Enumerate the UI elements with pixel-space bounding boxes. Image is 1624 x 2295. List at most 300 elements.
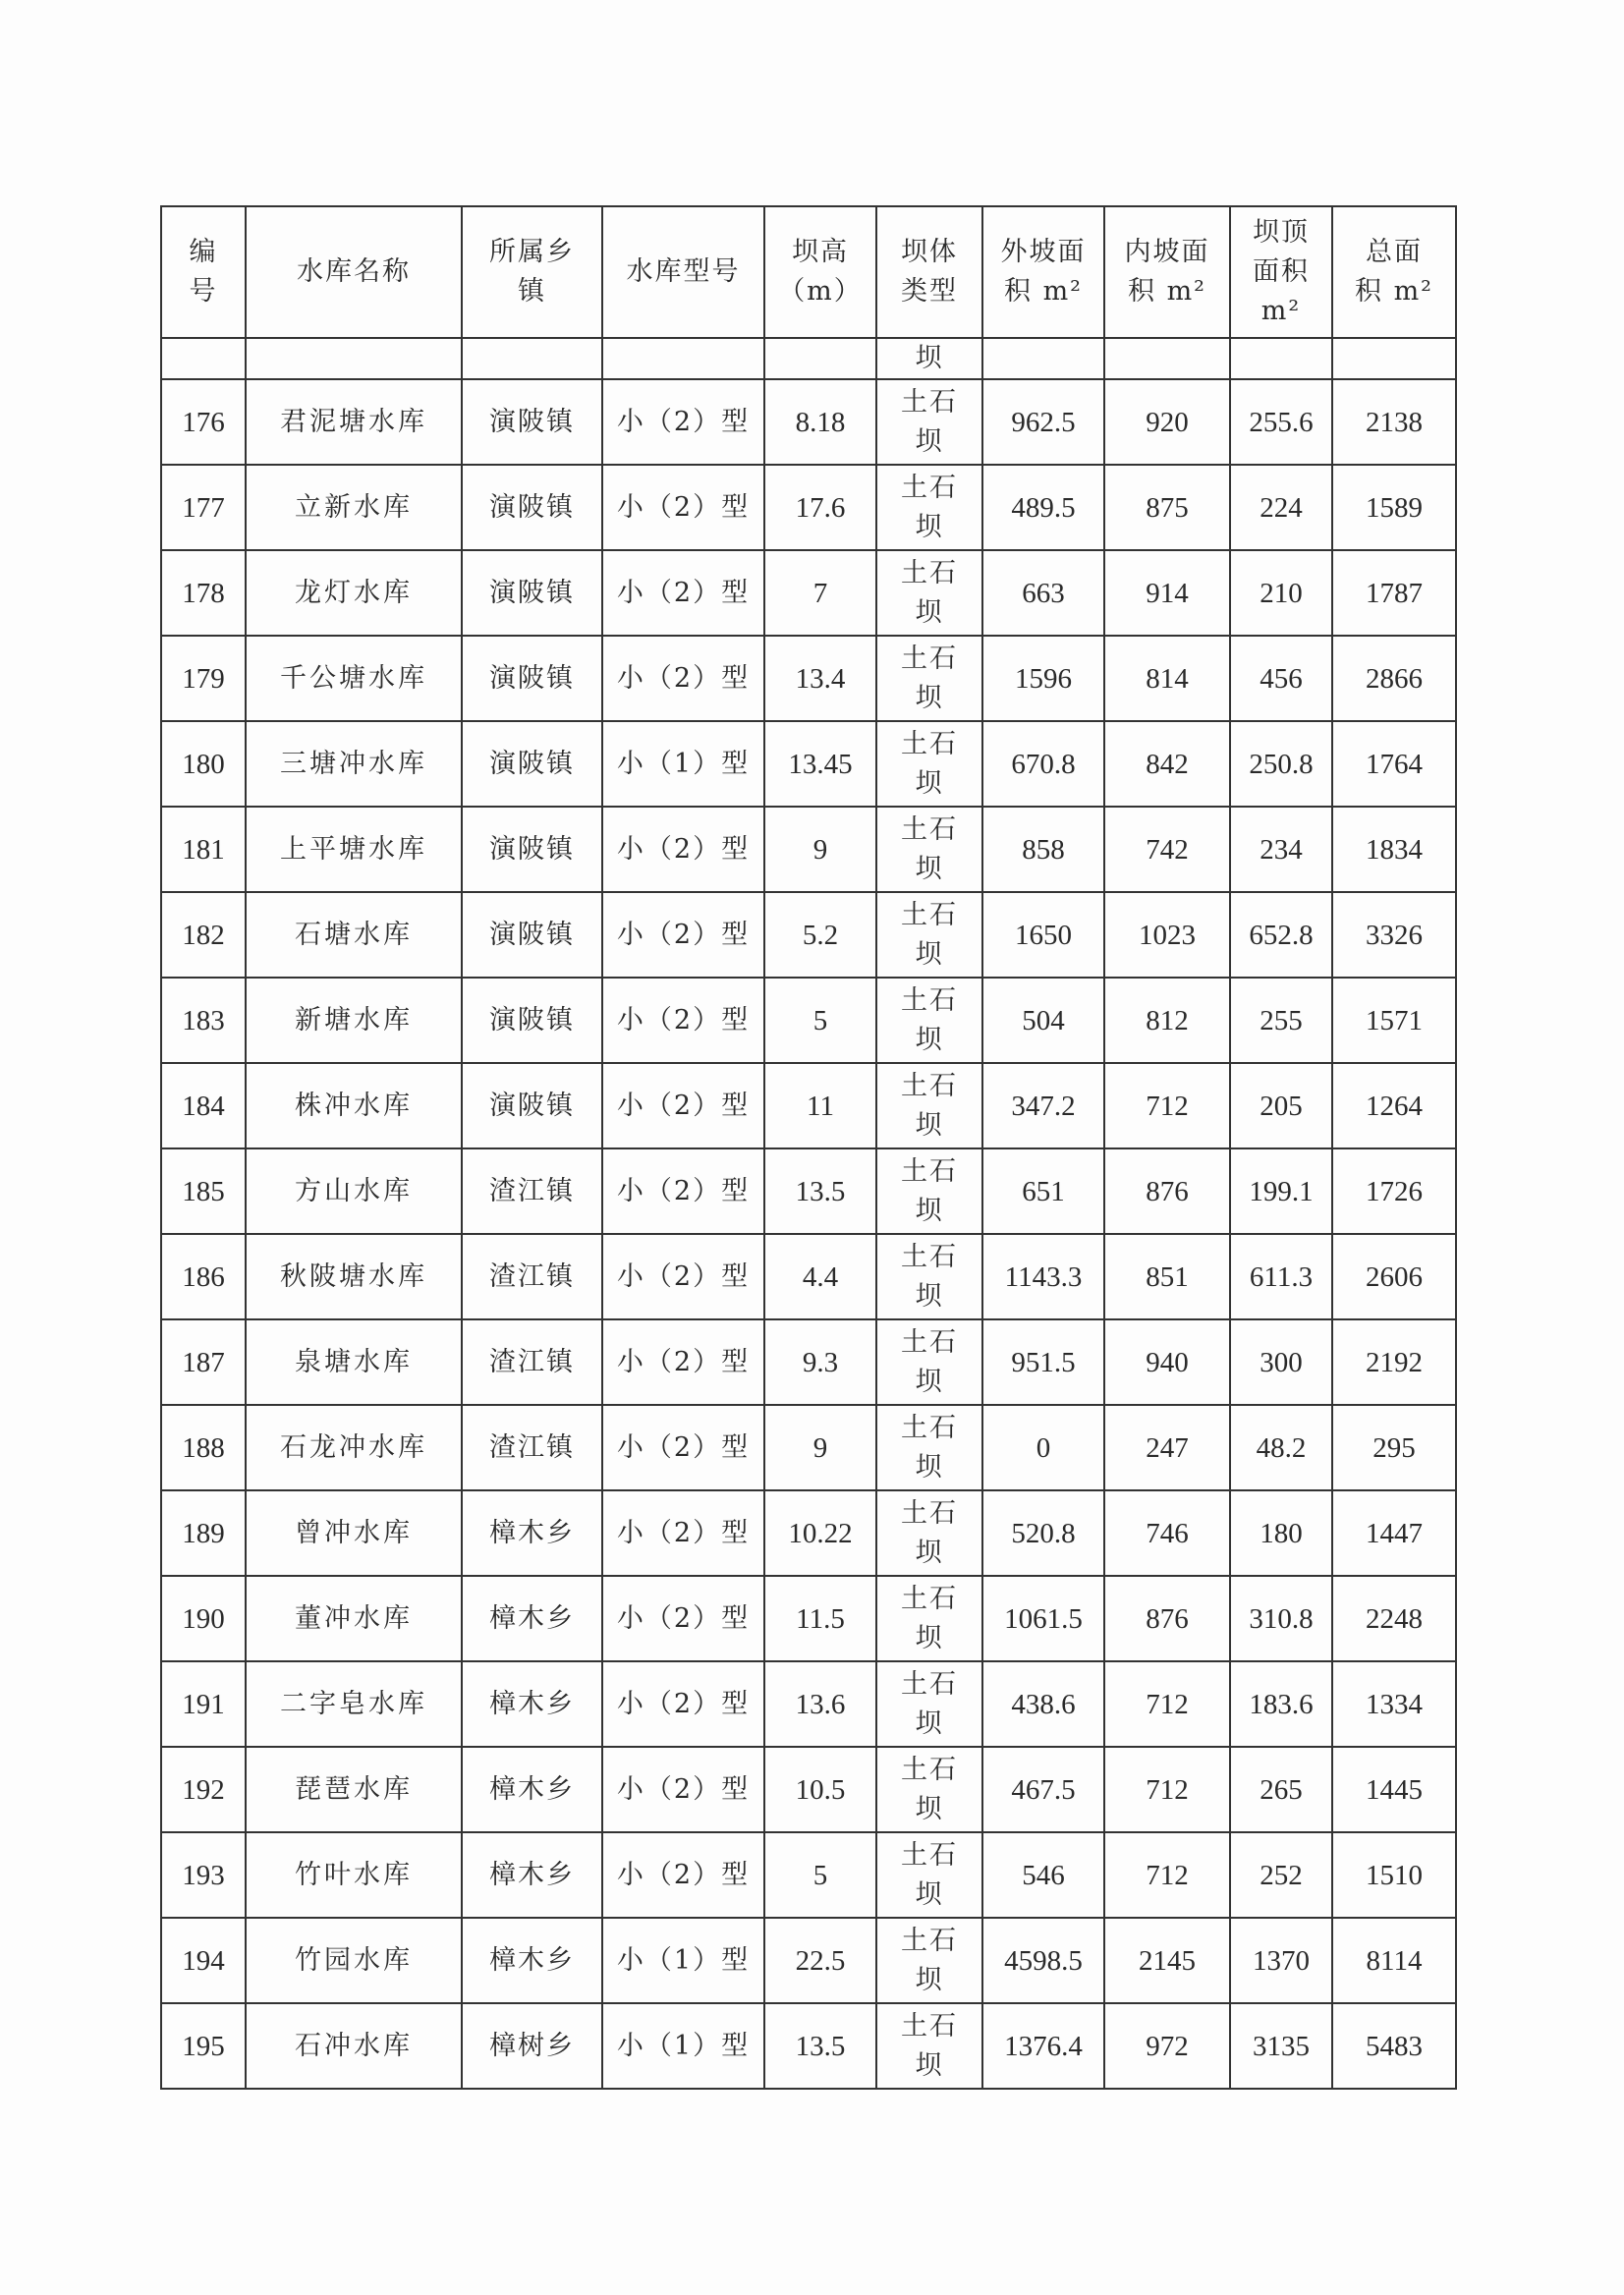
cell-dam-height: 7 [764,550,876,636]
cell-dam-type-line: 坝 [915,1878,944,1910]
cell-reservoir-name: 千公塘水库 [246,636,462,721]
cell-id: 177 [161,465,246,550]
cell-reservoir-type: 小（2）型 [602,892,764,978]
cell-outer-area: 858 [982,807,1104,892]
cell-total-area: 1787 [1332,550,1456,636]
cell-reservoir-type: 小（2）型 [602,1832,764,1918]
cell-dam-type [876,2003,982,2089]
cell-id: 190 [161,1576,246,1661]
header-height-line: （m） [778,276,863,307]
cell-town: 樟木乡 [462,1490,602,1576]
cell-inner-area: 876 [1104,1148,1230,1234]
cell-dam-type-line: 土石 [901,1326,958,1358]
cell-top-area: 1370 [1230,1918,1332,2003]
cell-town: 樟木乡 [462,1576,602,1661]
cell-dam-height: 4.4 [764,1234,876,1319]
cell-reservoir-name: 上平塘水库 [246,807,462,892]
cell-reservoir-type: 小（2）型 [602,1063,764,1148]
cell-inner-area: 247 [1104,1405,1230,1490]
cell-id: 195 [161,2003,246,2089]
cell-outer-area: 467.5 [982,1747,1104,1832]
header-total-area-line: 总面 [1366,237,1423,267]
cell-top-area: 3135 [1230,2003,1332,2089]
cell-outer-area: 651 [982,1148,1104,1234]
cell-dam-type-line: 坝 [915,1964,944,1995]
cell-dam-type-line: 土石 [901,1839,958,1871]
cell-id: 188 [161,1405,246,1490]
cell-reservoir-type: 小（2）型 [602,1405,764,1490]
cell-dam-type [876,636,982,721]
cell-id: 182 [161,892,246,978]
cell-reservoir-type: 小（2）型 [602,1319,764,1405]
cell-dam-height: 5.2 [764,892,876,978]
cell-top-area: 180 [1230,1490,1332,1576]
cell-total-area: 3326 [1332,892,1456,978]
table-row [161,379,1456,465]
cell-inner-area: 712 [1104,1832,1230,1918]
cell-reservoir-type: 小（2）型 [602,978,764,1063]
header-id-line: 号 [189,276,218,307]
cell-dam-type [876,807,982,892]
cell-top-area: 250.8 [1230,721,1332,807]
cell-inner-area: 814 [1104,636,1230,721]
cell-reservoir-name: 秋陂塘水库 [246,1234,462,1319]
cell-inner-area: 940 [1104,1319,1230,1405]
cell-inner-area: 742 [1104,807,1230,892]
continuation-cell [1104,338,1230,379]
continuation-cell [764,338,876,379]
cell-reservoir-name: 竹园水库 [246,1918,462,2003]
cell-outer-area: 1596 [982,636,1104,721]
cell-dam-height: 22.5 [764,1918,876,2003]
cell-reservoir-type: 小（1）型 [602,721,764,807]
continuation-cell [982,338,1104,379]
cell-id: 184 [161,1063,246,1148]
cell-dam-type-line: 土石 [901,1583,958,1614]
cell-reservoir-name: 石龙冲水库 [246,1405,462,1490]
cell-reservoir-type: 小（2）型 [602,1747,764,1832]
table-row [161,892,1456,978]
cell-outer-area: 1061.5 [982,1576,1104,1661]
cell-id: 193 [161,1832,246,1918]
header-height-line: 坝高 [792,237,849,267]
cell-total-area: 295 [1332,1405,1456,1490]
cell-dam-type-line: 坝 [915,1537,944,1568]
cell-dam-type-line: 土石 [901,386,958,418]
cell-town: 演陂镇 [462,465,602,550]
cell-reservoir-type: 小（2）型 [602,807,764,892]
table-header-row [161,206,1456,338]
reservoir-table [160,205,1457,2090]
cell-town: 樟树乡 [462,2003,602,2089]
table-row [161,1661,1456,1747]
cell-dam-type [876,379,982,465]
cell-outer-area: 670.8 [982,721,1104,807]
header-top-area-line: 坝顶 [1253,217,1310,248]
cell-dam-height: 13.4 [764,636,876,721]
header-id [161,206,246,338]
cell-dam-type [876,1747,982,1832]
cell-dam-height: 11.5 [764,1576,876,1661]
cell-town: 樟木乡 [462,1747,602,1832]
cell-dam-height: 8.18 [764,379,876,465]
table-row [161,1405,1456,1490]
cell-top-area: 265 [1230,1747,1332,1832]
cell-town: 演陂镇 [462,978,602,1063]
header-inner-area-line: 内坡面 [1124,237,1210,267]
cell-town: 樟木乡 [462,1661,602,1747]
cell-total-area: 2606 [1332,1234,1456,1319]
cell-inner-area: 812 [1104,978,1230,1063]
cell-id: 180 [161,721,246,807]
cell-town: 演陂镇 [462,807,602,892]
table-row [161,1319,1456,1405]
cell-inner-area: 746 [1104,1490,1230,1576]
continuation-cell [462,338,602,379]
cell-dam-height: 13.5 [764,1148,876,1234]
cell-dam-type-line: 坝 [915,1024,944,1055]
cell-top-area: 48.2 [1230,1405,1332,1490]
table-row [161,465,1456,550]
header-inner-area-line: 积 m² [1127,276,1206,307]
cell-total-area: 1334 [1332,1661,1456,1747]
cell-outer-area: 4598.5 [982,1918,1104,2003]
table-row [161,1918,1456,2003]
cell-total-area: 5483 [1332,2003,1456,2089]
cell-dam-type [876,1661,982,1747]
cell-id: 181 [161,807,246,892]
header-top-area-line: m² [1260,296,1302,326]
cell-reservoir-name: 泉塘水库 [246,1319,462,1405]
cell-reservoir-type: 小（1）型 [602,2003,764,2089]
cell-dam-type [876,1576,982,1661]
cell-dam-type-line: 坝 [915,1366,944,1397]
cell-dam-type [876,1918,982,2003]
cell-reservoir-name: 竹叶水库 [246,1832,462,1918]
cell-inner-area: 712 [1104,1747,1230,1832]
cell-dam-type [876,892,982,978]
cell-reservoir-type: 小（2）型 [602,465,764,550]
table-row [161,1490,1456,1576]
header-name: 水库名称 [246,206,462,338]
cell-reservoir-type: 小（1）型 [602,1918,764,2003]
cell-dam-type [876,1490,982,1576]
cell-dam-type-line: 土石 [901,557,958,588]
cell-top-area: 456 [1230,636,1332,721]
cell-total-area: 2248 [1332,1576,1456,1661]
cell-reservoir-name: 二字皂水库 [246,1661,462,1747]
cell-outer-area: 504 [982,978,1104,1063]
cell-outer-area: 951.5 [982,1319,1104,1405]
cell-reservoir-name: 曾冲水库 [246,1490,462,1576]
cell-total-area: 1445 [1332,1747,1456,1832]
cell-outer-area: 438.6 [982,1661,1104,1747]
cell-dam-type [876,1319,982,1405]
header-height [764,206,876,338]
cell-dam-height: 13.5 [764,2003,876,2089]
header-dam-type [876,206,982,338]
cell-dam-type [876,1148,982,1234]
cell-top-area: 255.6 [1230,379,1332,465]
cell-dam-type-line: 坝 [915,1109,944,1141]
cell-town: 演陂镇 [462,721,602,807]
cell-dam-type-line: 土石 [901,813,958,845]
cell-dam-type-line: 土石 [901,1497,958,1529]
header-id-line: 编 [189,237,218,267]
cell-reservoir-type: 小（2）型 [602,1234,764,1319]
cell-outer-area: 1376.4 [982,2003,1104,2089]
cell-reservoir-name: 龙灯水库 [246,550,462,636]
cell-total-area: 1764 [1332,721,1456,807]
cell-inner-area: 842 [1104,721,1230,807]
cell-dam-type-line: 土石 [901,2010,958,2042]
cell-outer-area: 1143.3 [982,1234,1104,1319]
cell-id: 192 [161,1747,246,1832]
cell-id: 189 [161,1490,246,1576]
cell-town: 樟木乡 [462,1918,602,2003]
cell-dam-height: 5 [764,978,876,1063]
cell-reservoir-name: 方山水库 [246,1148,462,1234]
cell-dam-type-line: 土石 [901,472,958,503]
cell-top-area: 255 [1230,978,1332,1063]
cell-dam-height: 13.45 [764,721,876,807]
cell-dam-height: 10.22 [764,1490,876,1576]
cell-outer-area: 0 [982,1405,1104,1490]
cell-dam-type-line: 坝 [915,425,944,457]
cell-reservoir-type: 小（2）型 [602,1576,764,1661]
cell-reservoir-type: 小（2）型 [602,1148,764,1234]
cell-town: 渣江镇 [462,1234,602,1319]
cell-inner-area: 876 [1104,1576,1230,1661]
cell-outer-area: 1650 [982,892,1104,978]
cell-dam-type [876,1063,982,1148]
cell-dam-type [876,1234,982,1319]
cell-town: 演陂镇 [462,550,602,636]
cell-dam-type-line: 坝 [915,1195,944,1226]
header-town-line: 镇 [518,276,546,307]
continuation-cell [602,338,764,379]
cell-dam-type-line: 土石 [901,1925,958,1956]
cell-inner-area: 712 [1104,1661,1230,1747]
cell-town: 渣江镇 [462,1405,602,1490]
cell-town: 演陂镇 [462,1063,602,1148]
cell-reservoir-name: 株冲水库 [246,1063,462,1148]
cell-town: 樟木乡 [462,1832,602,1918]
cell-id: 176 [161,379,246,465]
cell-inner-area: 851 [1104,1234,1230,1319]
table-row [161,978,1456,1063]
cell-total-area: 1264 [1332,1063,1456,1148]
cell-dam-type-line: 坝 [915,511,944,542]
cell-reservoir-type: 小（2）型 [602,1490,764,1576]
cell-total-area: 2192 [1332,1319,1456,1405]
cell-dam-type-line: 土石 [901,984,958,1016]
cell-dam-height: 9.3 [764,1319,876,1405]
cell-inner-area: 712 [1104,1063,1230,1148]
cell-outer-area: 663 [982,550,1104,636]
header-dam-type-line: 坝体 [901,237,958,267]
cell-top-area: 224 [1230,465,1332,550]
cell-top-area: 205 [1230,1063,1332,1148]
cell-dam-type-line: 土石 [901,1668,958,1700]
header-top-area-line: 面积 [1253,256,1310,287]
cell-total-area: 2866 [1332,636,1456,721]
cell-id: 187 [161,1319,246,1405]
cell-id: 191 [161,1661,246,1747]
cell-town: 渣江镇 [462,1148,602,1234]
table-row [161,1063,1456,1148]
table-row [161,1148,1456,1234]
cell-dam-type-line: 坝 [915,1707,944,1739]
cell-dam-type-line: 土石 [901,1412,958,1443]
cell-dam-type-line: 土石 [901,728,958,759]
cell-reservoir-type: 小（2）型 [602,1661,764,1747]
cell-reservoir-name: 立新水库 [246,465,462,550]
cell-top-area: 234 [1230,807,1332,892]
table-row [161,1747,1456,1832]
cell-town: 演陂镇 [462,892,602,978]
cell-reservoir-name: 石塘水库 [246,892,462,978]
table-row [161,550,1456,636]
cell-reservoir-name: 君泥塘水库 [246,379,462,465]
cell-town: 演陂镇 [462,636,602,721]
header-inner-area [1104,206,1230,338]
table-row [161,636,1456,721]
cell-reservoir-type: 小（2）型 [602,550,764,636]
header-total-area [1332,206,1456,338]
continuation-row [161,338,1456,379]
cell-id: 185 [161,1148,246,1234]
cell-top-area: 183.6 [1230,1661,1332,1747]
cell-top-area: 199.1 [1230,1148,1332,1234]
cell-dam-type [876,550,982,636]
cell-dam-type-line: 土石 [901,899,958,930]
continuation-cell [1230,338,1332,379]
cell-dam-type-line: 坝 [915,1793,944,1824]
header-total-area-line: 积 m² [1354,276,1433,307]
cell-top-area: 252 [1230,1832,1332,1918]
cell-reservoir-name: 三塘冲水库 [246,721,462,807]
cell-town: 演陂镇 [462,379,602,465]
continuation-cell [1332,338,1456,379]
table-row [161,721,1456,807]
cell-top-area: 652.8 [1230,892,1332,978]
cell-dam-type-line: 坝 [915,1622,944,1653]
cell-dam-type [876,721,982,807]
cell-inner-area: 1023 [1104,892,1230,978]
header-outer-area-line: 积 m² [1003,276,1083,307]
header-outer-area [982,206,1104,338]
cell-inner-area: 875 [1104,465,1230,550]
cell-id: 194 [161,1918,246,2003]
cell-dam-type-line: 坝 [915,853,944,884]
cell-reservoir-name: 新塘水库 [246,978,462,1063]
cell-outer-area: 489.5 [982,465,1104,550]
cell-reservoir-type: 小（2）型 [602,636,764,721]
cell-outer-area: 546 [982,1832,1104,1918]
table-row [161,1832,1456,1918]
cell-dam-height: 17.6 [764,465,876,550]
header-outer-area-line: 外坡面 [1000,237,1087,267]
cell-dam-height: 11 [764,1063,876,1148]
cell-dam-type-line: 坝 [915,596,944,628]
cell-dam-type-line: 土石 [901,643,958,674]
cell-dam-type-line: 土石 [901,1241,958,1272]
cell-dam-type-line: 坝 [915,1451,944,1483]
cell-dam-type [876,465,982,550]
cell-dam-type-line: 坝 [915,2049,944,2081]
cell-inner-area: 914 [1104,550,1230,636]
cell-dam-height: 5 [764,1832,876,1918]
cell-dam-type-line: 坝 [915,1280,944,1312]
cell-dam-height: 10.5 [764,1747,876,1832]
table-row [161,1576,1456,1661]
cell-outer-area: 962.5 [982,379,1104,465]
cell-id: 179 [161,636,246,721]
cell-id: 183 [161,978,246,1063]
header-type: 水库型号 [602,206,764,338]
cell-inner-area: 2145 [1104,1918,1230,2003]
cell-inner-area: 920 [1104,379,1230,465]
cell-dam-type-line: 坝 [915,767,944,799]
cell-total-area: 1510 [1332,1832,1456,1918]
continuation-cell [161,338,246,379]
table-body [161,338,1456,2089]
table-row [161,807,1456,892]
cell-total-area: 8114 [1332,1918,1456,2003]
cell-total-area: 1589 [1332,465,1456,550]
cell-outer-area: 520.8 [982,1490,1104,1576]
cell-total-area: 1447 [1332,1490,1456,1576]
cell-top-area: 310.8 [1230,1576,1332,1661]
cell-id: 186 [161,1234,246,1319]
header-town [462,206,602,338]
cell-dam-type [876,978,982,1063]
cell-dam-type-line: 坝 [915,682,944,713]
cell-reservoir-name: 石冲水库 [246,2003,462,2089]
cell-town: 渣江镇 [462,1319,602,1405]
cell-reservoir-type: 小（2）型 [602,379,764,465]
cell-top-area: 611.3 [1230,1234,1332,1319]
header-dam-type-line: 类型 [901,276,958,307]
cell-dam-height: 9 [764,807,876,892]
cell-dam-type [876,1832,982,1918]
cell-dam-type-line: 土石 [901,1155,958,1187]
cell-dam-type-line: 土石 [901,1070,958,1101]
table-row [161,1234,1456,1319]
header-town-line: 所属乡 [489,237,575,267]
cell-reservoir-name: 琵琶水库 [246,1747,462,1832]
cell-total-area: 1571 [1332,978,1456,1063]
cell-outer-area: 347.2 [982,1063,1104,1148]
cell-dam-height: 9 [764,1405,876,1490]
cell-top-area: 210 [1230,550,1332,636]
cell-reservoir-name: 董冲水库 [246,1576,462,1661]
cell-total-area: 1834 [1332,807,1456,892]
continuation-cell [246,338,462,379]
cell-dam-type-line: 坝 [915,938,944,970]
header-top-area [1230,206,1332,338]
cell-dam-type-line: 土石 [901,1754,958,1785]
cell-top-area: 300 [1230,1319,1332,1405]
cell-total-area: 1726 [1332,1148,1456,1234]
continuation-dam-cell: 坝 [876,338,982,379]
cell-total-area: 2138 [1332,379,1456,465]
cell-dam-type [876,1405,982,1490]
cell-inner-area: 972 [1104,2003,1230,2089]
table-row [161,2003,1456,2089]
cell-dam-height: 13.6 [764,1661,876,1747]
